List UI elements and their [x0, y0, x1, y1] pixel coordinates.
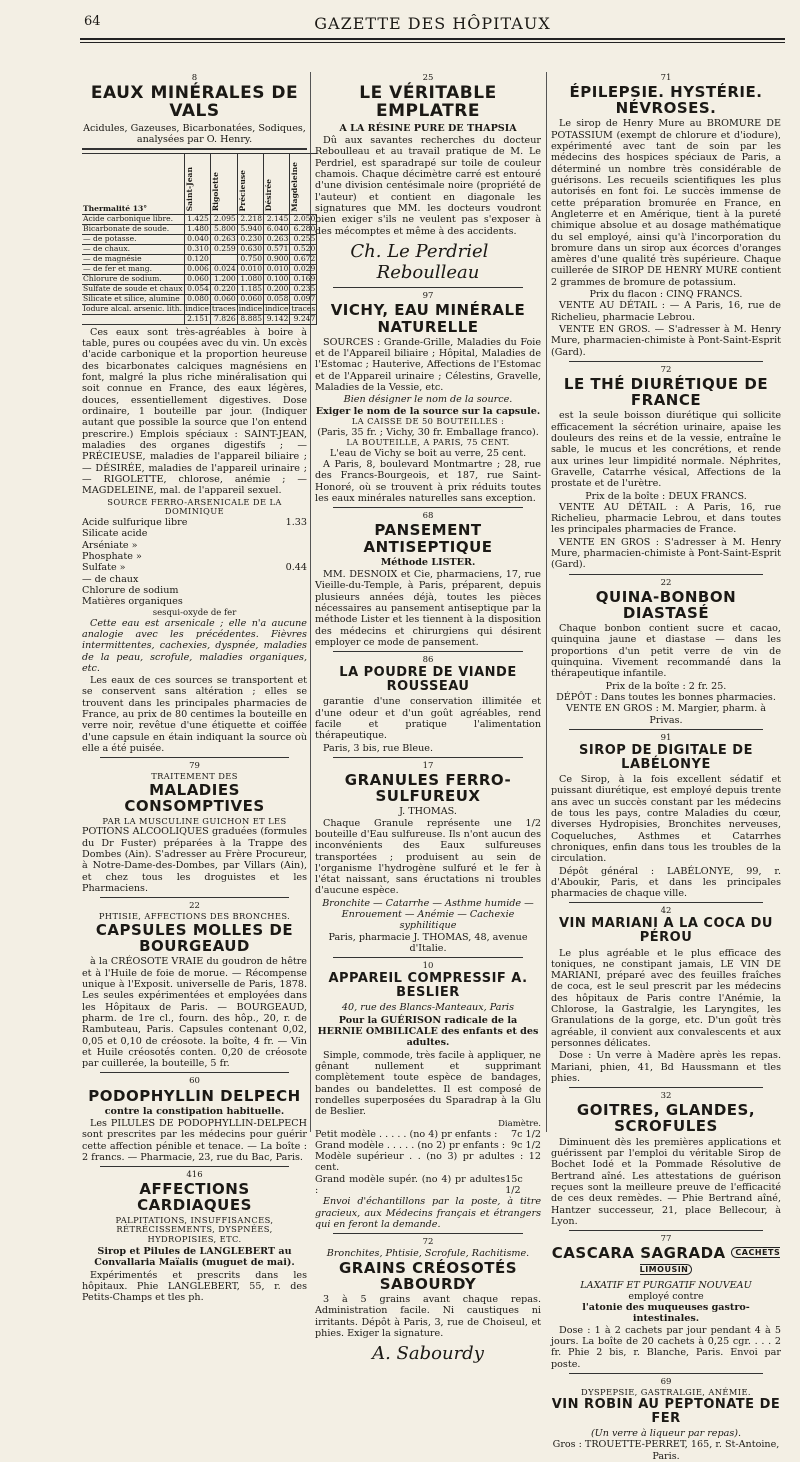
ad-text: Ces eaux sont très-agréables à boire à table, pures ou coupées avec du vin. Un excès d'acide carbonique et la proportion heureuse des bicarbonates calciques magnésiens en font, malgré la plus riche minéralisation qui soit connue en France, des eaux légères, douces, essentiellement digestives. Dose ordinaire, 1 bouteille par jour. (Indiquer autant que possible la source que l'on entend prescrire.) Emplois spéciaux : SAINT-JEAN, maladies des organes digestifs ; — PRÉCIEUSE, maladies de l'appareil biliaire ; — DÉSIRÉE, maladies de l'appareil urinaire ; — RIGOLETTE, chlorose, anémie ; — MAGDELEINE, mal. de l'appareil sexuel. — [82, 326, 307, 497]
table-cell: 0.900 — [264, 255, 290, 265]
ad-text: est la seule boisson diurétique qui sollicite efficacement la sécrétion urinaire, apaise les douleurs des reins et de la vessie, entraîne le sable, le mucus et les concrétions, et rende aux urines leur limpidité normale. Néphrites, Gravelle, Catarrhe vésical, Affections de la prostate et de l'urètre. — [551, 410, 781, 490]
ad-subtitle: Méthode LISTER. — [380, 556, 476, 568]
item-label: Matières organiques — [82, 596, 183, 608]
table-cell: 1.480 — [184, 225, 210, 235]
ad-text: 3 à 5 grains avant chaque repas. Administration facile. Ni caustiques ni irritants. Dépôt à Paris, 3, rue de Choiseul, et phies. Exiger la signature. — [315, 1294, 541, 1339]
table-cell: 0.100 — [264, 275, 290, 285]
signature-sabourdy: A. Sabourdy — [372, 1343, 484, 1365]
ad-title: LE VÉRITABLE EMPLATRE — [359, 83, 497, 122]
table-cell: 0.259 — [210, 245, 237, 255]
ad-text: POTIONS ALCOOLIQUES graduées (formules du Dr Fuster) préparées à la Trappe des Dombes (Ain). S'adresser au Frère Procureur, à Notre-Dame-des-Dombes, par Villars (Ain), et chez tous les droguistes et les Pharmaciens. — [82, 826, 307, 894]
table-cell: 1.185 — [237, 285, 263, 295]
signature-le-perdriel: Ch. Le Perdriel — [350, 240, 489, 262]
ad-subtitle: Acidules, Gazeuses, Bicarbonatées, Sodiques, analysées par O. Henry. — [83, 122, 306, 146]
ad-title: MALADIES CONSOMPTIVES — [124, 781, 265, 816]
ad-text: Les eaux de ces sources se transportent et se conservent sans altération ; elles se trouvent dans les principales pharmacies de France, au prix de 80 centimes la bouteille en verre noir, revêtue d'une étiquette et coiffée d'une capsule en étain indiquant la source où elle a été puisée. — [82, 675, 307, 755]
table-cell: 0.230 — [237, 235, 263, 245]
ad-cascara — [551, 1234, 781, 1370]
table-cell: 6.040 — [264, 225, 290, 235]
table-row — [82, 245, 317, 255]
table-row — [82, 304, 317, 314]
ad-text: Cette eau est arsenicale ; elle n'a aucune analogie avec les précédentes. Fièvres intermittentes, cachexies, dyspnée, maladies de la peau, scrofule, maladies organiques, etc. — [82, 617, 307, 674]
ad-pansement — [315, 511, 541, 648]
table-cell: traces — [211, 303, 236, 313]
ad-text: Dépôt général : LABÉLONYE, 99, r. d'Aboukir, Paris, et dans les principales pharmacies de chaque ville. — [551, 865, 781, 900]
column-middle — [315, 72, 541, 1365]
table-cell: 0.024 — [210, 265, 237, 275]
source-header: Magdeleine — [290, 161, 300, 212]
ad-number: 10 — [422, 961, 434, 972]
item-label: Petit modèle . . . . . (no 4) pr enfants : — [315, 1128, 498, 1140]
ad-text: Le plus agréable et le plus efficace des toniques, ne constipant jamais, LE VIN DE MARIANI, préparé avec des feuilles fraîches de coca, est le seul prescrit par les médecins des hôpitaux de Paris contre l'Anémie, la Chlorose, la Gastralgie, les Laryngites, les Granulations de la gorge, etc. D'un goût très agréable, il convient aux convalescents et aux personnes délicates. — [551, 947, 781, 1050]
ad-title: GRANULES FERRO-SULFUREUX — [344, 770, 512, 806]
ad-indication: l'atonie des muqueuses gastro-intestinales. — [582, 1302, 750, 1325]
mineral-analysis-table — [82, 153, 317, 324]
ad-kicker: Bronchites, Phtisie, Scrofule, Rachitisme. — [326, 1248, 530, 1260]
row-label: — de chaux. — [82, 245, 184, 255]
item-label: Grand modèle supér. (no 4) pr adultes : — [315, 1173, 506, 1197]
ad-subtitle: LAXATIF ET PURGATIF NOUVEAU — [580, 1279, 752, 1291]
ad-quina-bonbon — [551, 578, 781, 726]
cachets-stamp: CACHETS LIMOUSIN — [639, 1248, 781, 1274]
ad-title: GOITRES, GLANDES, SCROFULES — [576, 1101, 756, 1136]
ad-number: 8 — [191, 73, 198, 83]
table-cell: 0.060 — [210, 294, 237, 304]
journal-title: GAZETTE DES HÔPITAUX — [314, 14, 551, 33]
ad-indications: Bronchite — Catarrhe — Asthme humide — Enrouement — Anémie — Cachexie syphilitique — [322, 897, 534, 932]
table-cell: 5.940 — [237, 225, 263, 235]
ad-vin-robin — [551, 1377, 781, 1462]
divider — [333, 651, 523, 652]
table-cell: traces — [291, 303, 316, 313]
list-item — [315, 1174, 541, 1197]
ad-number: 25 — [422, 73, 434, 83]
table-cell: 0.571 — [264, 245, 290, 255]
item-label: Silicate acide — [82, 528, 148, 540]
item-label: Grand modèle . . . . . (no 2) pr enfants : — [315, 1139, 506, 1151]
ad-price: LA BOUTEILLE, A PARIS, 75 CENT. — [346, 437, 510, 447]
item-value: 1.33 — [285, 517, 307, 529]
ad-kicker: PALPITATIONS, INSUFFISANCES, RÉTRÉCISSEMENTS, DYSPNÉES, HYDROPISIES, ETC. — [115, 1214, 274, 1245]
ad-text: MM. DESNOIX et Cie, pharmaciens, 17, rue Vieille-du-Temple, à Paris, préparent, depuis plusieurs années déjà, toutes les pièces nécessaires au pansement antiseptique par la méthode Lister et les tiennent à la disposition des médecins et chirurgiens qui désirent employer ce mode de pansement. — [315, 569, 541, 648]
list-item — [82, 517, 307, 528]
item-label: Modèle supérieur . . (no 3) pr adultes : 12 cent. — [315, 1151, 541, 1174]
ad-text: VENTE AU DÉTAIL : A Paris, 16, rue Richelieu, pharmacie Lebrou, et dans toutes les principales pharmacies de France. — [551, 501, 781, 536]
item-label: Chlorure de sodium — [82, 584, 179, 596]
table-cell: indice — [265, 303, 289, 313]
ad-number: 42 — [660, 906, 672, 917]
table-cell: 0.235 — [290, 285, 317, 295]
table-cell: 2.145 — [264, 215, 290, 225]
list-item — [82, 551, 307, 562]
ad-subtitle: contre la constipation habituelle. — [104, 1105, 285, 1117]
header-rule — [80, 38, 785, 40]
divider — [100, 897, 289, 898]
table-cell: 6.280 — [290, 225, 317, 235]
table-cell: 0.169 — [290, 275, 317, 285]
table-cell — [210, 255, 237, 265]
table-row — [82, 275, 317, 285]
table-cell: indice — [185, 303, 209, 313]
ad-text: Les PILULES DE PODOPHYLLIN-DELPECH sont prescrites par les médecins pour guérir cette affection pénible et tenace. — La boîte : 2 francs. — Pharmacie, 23, rue du Bac, Paris. — [82, 1118, 307, 1163]
ad-vichy — [315, 291, 541, 504]
ad-text: VENTE EN GROS. — S'adresser à M. Henry Mure, pharmacien-chimiste à Pont-Saint-Esprit (Gard). — [551, 324, 781, 358]
divider — [333, 1233, 523, 1234]
ferro-title: SOURCE FERRO-ARSENICALE DE LA DOMINIQUE — [107, 496, 282, 517]
ad-depot: DÉPÔT : Dans toutes les bonnes pharmacies. — [556, 691, 776, 703]
item-value: 0.44 — [285, 562, 307, 574]
table-row — [82, 294, 317, 304]
ad-podophyllin — [82, 1076, 307, 1163]
table-cell: 0.630 — [237, 245, 263, 255]
divider — [569, 902, 763, 903]
source-header: Désirée — [264, 179, 274, 212]
table-row — [82, 235, 317, 245]
list-item — [82, 562, 307, 573]
item-value: 15c 1/2 — [505, 1173, 523, 1197]
ad-subtitle: Sirop et Pilules de LANGLEBERT au Convallaria Maïalis (muguet de mai). — [94, 1245, 295, 1269]
table-cell: 0.010 — [264, 265, 290, 275]
table-cell: 0.672 — [290, 255, 317, 265]
totals-row: 2.151 7.826 8.885 9.142 9.247 — [82, 314, 317, 324]
ad-poudre — [315, 655, 541, 754]
ad-subtitle: (Un verre à liqueur par repas). — [590, 1427, 742, 1439]
column-separator — [546, 72, 547, 1132]
table-cell: 0.060 — [184, 275, 210, 285]
table-cell: 0.263 — [264, 235, 290, 245]
item-value: 7c 1/2 — [511, 1128, 541, 1140]
ad-label: LA CAISSE DE 50 BOUTEILLES : — [351, 415, 505, 426]
ad-kicker: DYSPEPSIE, GASTRALGIE, ANÉMIE. — [581, 1387, 751, 1398]
ad-subtitle: PAR LA MUSCULINE GUICHON ET LES — [102, 815, 287, 826]
row-label: Iodure alcal. arsenic. lith. — [82, 304, 184, 314]
signature-reboulleau: Reboulleau — [376, 262, 480, 284]
divider — [333, 287, 523, 288]
ad-title: CAPSULES MOLLES DE BOURGEAUD — [95, 920, 294, 956]
row-label: — de fer et mang. — [82, 265, 184, 275]
ad-cardiaques — [82, 1170, 307, 1303]
item-label: Acide sulfurique libre — [82, 517, 188, 529]
column-right — [551, 72, 781, 1462]
ad-title: PODOPHYLLIN DELPECH — [88, 1086, 301, 1105]
ad-note: Bien désigner le nom de la source. — [343, 394, 513, 406]
ad-text: Dose : Un verre à Madère après les repas. Mariani, phien, 41, Bd Haussmann et tles phies. — [551, 1050, 781, 1084]
table-row — [82, 285, 317, 295]
divider — [569, 1087, 763, 1088]
ad-address: Paris, 3 bis, rue Bleue. — [323, 742, 433, 754]
divider — [569, 1230, 763, 1231]
header-rule-thin — [80, 42, 785, 43]
ad-text: Envoi d'échantillons par la poste, à titre gracieux, aux Médecins français et étrangers qui en feront la demande. — [315, 1196, 541, 1231]
ad-consomptives — [82, 761, 307, 894]
ad-digitale — [551, 733, 781, 900]
row-label: Acide carbonique libre. — [82, 215, 184, 225]
ad-text: SOURCES : Grande-Grille, Maladies du Foie et de l'Appareil biliaire ; Hôpital, Maladies de l'Estomac ; Hauterive, Affections de l'Estomac et de l'Appareil urinaire ; Célestins, Gravelle, Maladies de la Vessie, etc. — [315, 336, 541, 393]
ad-text: VENTE AU DÉTAIL : — A Paris, 16, rue de Richelieu, pharmacie Lebrou. — [551, 300, 781, 323]
ad-number: 32 — [660, 1091, 672, 1102]
table-cell: 0.054 — [184, 285, 210, 295]
ad-goitres — [551, 1091, 781, 1227]
ferro-list — [82, 517, 307, 608]
table-row — [82, 215, 317, 225]
item-label: — de chaux — [82, 573, 139, 585]
ad-the-diuretique — [551, 365, 781, 571]
ad-text: employé contre — [628, 1290, 704, 1302]
table-corner: Thermalité 13° — [82, 154, 184, 215]
ad-number: 72 — [660, 364, 672, 375]
ad-text: Gros : TROUETTE-PERRET, 165, r. St-Antoine, Paris. — [552, 1439, 780, 1462]
ad-text: Dû aux savantes recherches du docteur Reboulleau et au travail pratique de M. Le Perdriel, est sparadrapé sur toile de couleur chamois. Chaque décimètre carré est entouré d'une division centésimale noire (propriété de l'auteur) et contient en diagonale les signatures que MM. les docteurs voudront bien exiger s'ils ne veulent pas s'exposer à des mécomptes et même à des accidents. — [315, 135, 541, 237]
ad-mariani — [551, 906, 781, 1084]
divider — [333, 957, 523, 958]
ferro-brace-note: sesqui-oxyde de fer — [152, 607, 237, 618]
ad-sabourdy — [315, 1237, 541, 1364]
item-label: Arséniate » — [82, 539, 138, 551]
table-row — [82, 265, 317, 275]
ad-subtitle: Pour la GUÉRISON radicale de la HERNIE OMBILICALE des enfants et des adultes. — [317, 1014, 539, 1049]
list-item — [82, 540, 307, 551]
ad-text: garantie d'une conservation illimitée et d'une odeur et d'un goût agréables, rend facile et pratique l'alimentation thérapeutique. — [315, 696, 541, 742]
divider — [569, 729, 763, 730]
ad-epilepsie — [551, 73, 781, 358]
table-cell: 0.029 — [290, 265, 317, 275]
ad-address: 40, rue des Blancs-Manteaux, Paris — [341, 1002, 515, 1014]
divider — [333, 507, 523, 508]
ad-number: 22 — [189, 901, 200, 912]
table-cell: 0.060 — [237, 294, 263, 304]
ad-text: Ce Sirop, à la fois excellent sédatif et puissant diurétique, est employé depuis trente ans avec un succès constant par les médecins de tous les pays, contre Maladies du cœur, diverses Hydropisies, Bronchites nerveuses, Coqueluches, Asthmes et Catarrhes chroniques, enfin dans tous les troubles de la circulation. — [551, 774, 781, 865]
row-label: Bicarbonate de soude. — [82, 225, 184, 235]
table-cell: 0.520 — [290, 245, 317, 255]
table-cell: 0.058 — [264, 294, 290, 304]
ad-number: 86 — [422, 655, 434, 666]
table-cell: 0.200 — [264, 285, 290, 295]
list-item — [82, 574, 307, 585]
table-cell: 0.010 — [237, 265, 263, 275]
ad-number: 60 — [189, 1076, 200, 1087]
ad-address: Paris, pharmacie J. THOMAS, 48, avenue d'Italie. — [328, 931, 528, 955]
ad-subtitle: A LA RÉSINE PURE DE THAPSIA — [339, 122, 517, 134]
ad-title: GRAINS CRÉOSOTÉS SABOURDY — [338, 1258, 518, 1293]
ad-number: 97 — [422, 291, 434, 302]
ad-kicker: TRAITEMENT DES — [151, 771, 238, 782]
table-cell: 0.750 — [237, 255, 263, 265]
divider — [569, 1373, 763, 1374]
table-cell: 0.120 — [184, 255, 210, 265]
ad-number: 72 — [422, 1237, 434, 1248]
ad-number: 71 — [660, 73, 672, 83]
table-cell: 1.200 — [210, 275, 237, 285]
table-cell: 0.097 — [290, 294, 317, 304]
list-item — [82, 585, 307, 596]
source-header: Saint-Jean — [184, 167, 194, 212]
source-header: Précieuse — [237, 169, 247, 212]
item-label: Sulfate » — [82, 562, 126, 574]
ad-number: 17 — [422, 760, 434, 771]
ad-text: Chaque Granule représente une 1/2 bouteille d'Eau sulfureuse. Ils n'ont aucun des inconvénients des Eaux sulfureuses transportées ; produisent au sein de l'organisme l'hydrogène sulfuré et le fer à l'état naissant, sans éructations ni troubles d'aucune espèce. — [315, 817, 541, 897]
table-cell: 0.080 — [184, 294, 210, 304]
ad-number: 79 — [189, 761, 200, 772]
ad-note: Exiger le nom de la source sur la capsule. — [315, 405, 541, 417]
ad-title: LA POUDRE DE VIANDE ROUSSEAU — [339, 665, 517, 695]
ad-title: VIN ROBIN AU PEPTONATE DE FER — [551, 1396, 781, 1426]
ad-text: Chaque bonbon contient sucre et cacao, quinquina jaune et diastase — dans les proportions d'un petit verre de vin de quinquina. Vivement recommandé dans la thérapeutique infantile. — [551, 623, 781, 680]
ad-number: 91 — [660, 732, 672, 743]
ad-number: 22 — [660, 577, 672, 588]
table-cell: 0.040 — [184, 235, 210, 245]
ad-title: APPAREIL COMPRESSIF A. BESLIER — [328, 971, 528, 1001]
ad-vals — [82, 73, 316, 755]
table-cell: 0.310 — [184, 245, 210, 255]
table-cell: 0.220 — [210, 285, 237, 295]
table-row — [82, 225, 317, 235]
table-cell: 1.080 — [237, 275, 263, 285]
divider — [333, 757, 523, 758]
ad-title: EAUX MINÉRALES DE VALS — [90, 83, 299, 122]
table-cell: 1.425 — [184, 215, 210, 225]
row-label: Chlorure de sodium. — [82, 275, 184, 285]
divider — [100, 757, 289, 758]
divider — [100, 1072, 289, 1073]
table-cell: 0.263 — [210, 235, 237, 245]
ad-text: Dose : 1 à 2 cachets par jour pendant 4 à 5 jours. La boîte de 20 cachets à 0,25 cgr. . . . 2 fr. Phie 2 bis, r. Blanche, Paris. Envoi par poste. — [551, 1324, 781, 1370]
ad-depot: VENTE EN GROS : M. Margier, pharm. à Privas. — [566, 703, 766, 726]
ad-number: 77 — [660, 1234, 672, 1245]
page-number: 64 — [84, 14, 101, 29]
ad-label: Diamètre. — [498, 1118, 541, 1129]
ad-price: Prix de la boîte : 2 fr. 25. — [605, 680, 727, 692]
table-cell: 0.255 — [290, 235, 317, 245]
ad-text: à la CRÉOSOTE VRAIE du goudron de hêtre et à l'Huile de foie de morue. — Récompense unique à l'Exposit. universelle de Paris, 1878. Les seules expérimentées et employées dans les Hôpitaux de Paris. — BOURGEAUD, pharm. de 1re cl., fourn. des hôp., 20, r. de Rambuteau, Paris. Capsules contenant 0,02, 0,05 et 0,10 de créosote. la boîte, 4 fr. — Vin et Huile créosotés conten. 0,20 de créosote par cuillerée, la bouteille, 5 fr. — [82, 956, 307, 1070]
table-cell: 2.050 — [290, 215, 317, 225]
row-label: Silicate et silice, alumine — [82, 294, 184, 304]
ad-title: VICHY, EAU MINÉRALE NATURELLE — [330, 301, 526, 336]
ad-title: ÉPILEPSIE. HYSTÉRIE. NÉVROSES. — [569, 83, 763, 118]
list-item — [315, 1151, 541, 1174]
ad-emplatre — [315, 73, 541, 283]
row-label: Sulfate de soude et chaux — [83, 284, 183, 294]
ad-price: (Paris, 35 fr. ; Vichy, 30 fr. Emballage franco). — [317, 426, 539, 438]
column-left — [82, 72, 316, 1304]
table-cell: 5.800 — [210, 225, 237, 235]
ad-granules — [315, 761, 541, 954]
ad-price: Prix du flacon : CINQ FRANCS. — [589, 289, 743, 301]
ad-title: QUINA-BONBON DIASTASÉ — [595, 587, 737, 622]
ad-title: LE THÉ DIURÉTIQUE DE FRANCE — [563, 374, 769, 410]
ad-title: SIROP DE DIGITALE DE LABÉLONYE — [579, 742, 753, 772]
list-item — [82, 596, 307, 607]
ad-text: VENTE EN GROS : S'adresser à M. Henry Mure, pharmacien-chimiste à Pont-Saint-Esprit (Gard). — [551, 536, 781, 571]
ad-text: Expérimentés et prescrits dans les hôpitaux. Phie LANGLEBERT, 55, r. des Petits-Champs et tles ph. — [82, 1269, 307, 1304]
list-item — [315, 1129, 541, 1140]
item-label: Phosphate » — [82, 551, 142, 563]
list-item — [82, 528, 307, 539]
ad-price: Prix de la boîte : DEUX FRANCS. — [585, 490, 747, 502]
ad-kicker: PHTISIE, AFFECTIONS DES BRONCHES. — [98, 911, 291, 922]
divider — [82, 148, 307, 150]
divider — [100, 1166, 289, 1167]
divider — [569, 574, 763, 575]
ad-title: VIN MARIANI A LA COCA DU PÉROU — [559, 916, 773, 946]
ad-title: AFFECTIONS CARDIAQUES — [137, 1180, 252, 1215]
table-row — [82, 255, 317, 265]
table-cell: 2.218 — [237, 215, 263, 225]
divider — [569, 361, 763, 362]
table-cell: 2.095 — [210, 215, 237, 225]
item-value: 9c 1/2 — [511, 1139, 541, 1151]
ad-title: CASCARA SAGRADA CACHETS LIMOUSIN — [551, 1244, 781, 1274]
signature-block — [315, 241, 541, 283]
ad-title: PANSEMENT ANTISEPTIQUE — [363, 521, 493, 556]
ad-text: Diminuent dès les premières applications et guérissent par l'emploi du véritable Sirop de Bochet Iodé et la Pommade Résolutive de Bertrand aîné. Les attestations de guérison reçues sont la meilleure preuve de l'efficacité de ces deux remèdes. — Phie Bertrand aîné, Hantzer successeur, 21, place Bellecour, à Lyon. — [551, 1136, 781, 1227]
source-header: Rigolette — [210, 172, 220, 212]
ad-bourgeaud — [82, 901, 307, 1069]
ad-text: A Paris, 8, boulevard Montmartre ; 28, rue des Francs-Bourgeois, et 187, rue Saint-Honoré, où se trouvent à prix réduits toutes les eaux minérales naturelles sans exception. — [315, 459, 541, 505]
table-cell: 0.006 — [184, 265, 210, 275]
ad-text: Le sirop de Henry Mure au BROMURE DE POTASSIUM (exempt de chlorure et d'iodure), expérimenté avec tant de soin par les médecins des hospices spéciaux de Paris, a déterminé un nombre très considérable de guérisons. Les recueils scientifiques les plus autorisés en font foi. Le succès immense de cette préparation bromurée en France, en Angleterre et en Amérique, tient à la pureté chimique absolue et au dosage mathématique du sel employé, ainsi qu'à l'incorporation du bromure dans un sirop aux écorces d'oranges amères d'une qualité très supérieure. Chaque cuillerée de SIROP DE HENRY MURE contient 2 grammes de bromure de potassium. — [551, 118, 781, 288]
ad-subtitle: J. THOMAS. — [399, 806, 457, 818]
row-label: — de magnésie — [82, 255, 184, 265]
table-cell: indice — [238, 303, 263, 313]
ad-number: 69 — [660, 1377, 672, 1388]
list-item — [315, 1140, 541, 1151]
ad-beslier — [315, 961, 541, 1230]
row-label: — de potasse. — [82, 235, 184, 245]
ad-text: Simple, commode, très facile à appliquer, ne gênant nullement et supprimant complètement toute espèce de bandages, bandes ou bandelettes. Il est composé de rondelles superposées du Sparadrap à la Glu de Beslier. — [315, 1049, 541, 1118]
ad-number: 68 — [422, 511, 434, 522]
models-list — [315, 1129, 541, 1197]
ad-price: L'eau de Vichy se boit au verre, 25 cent. — [329, 447, 527, 459]
ad-number: 416 — [186, 1170, 203, 1181]
